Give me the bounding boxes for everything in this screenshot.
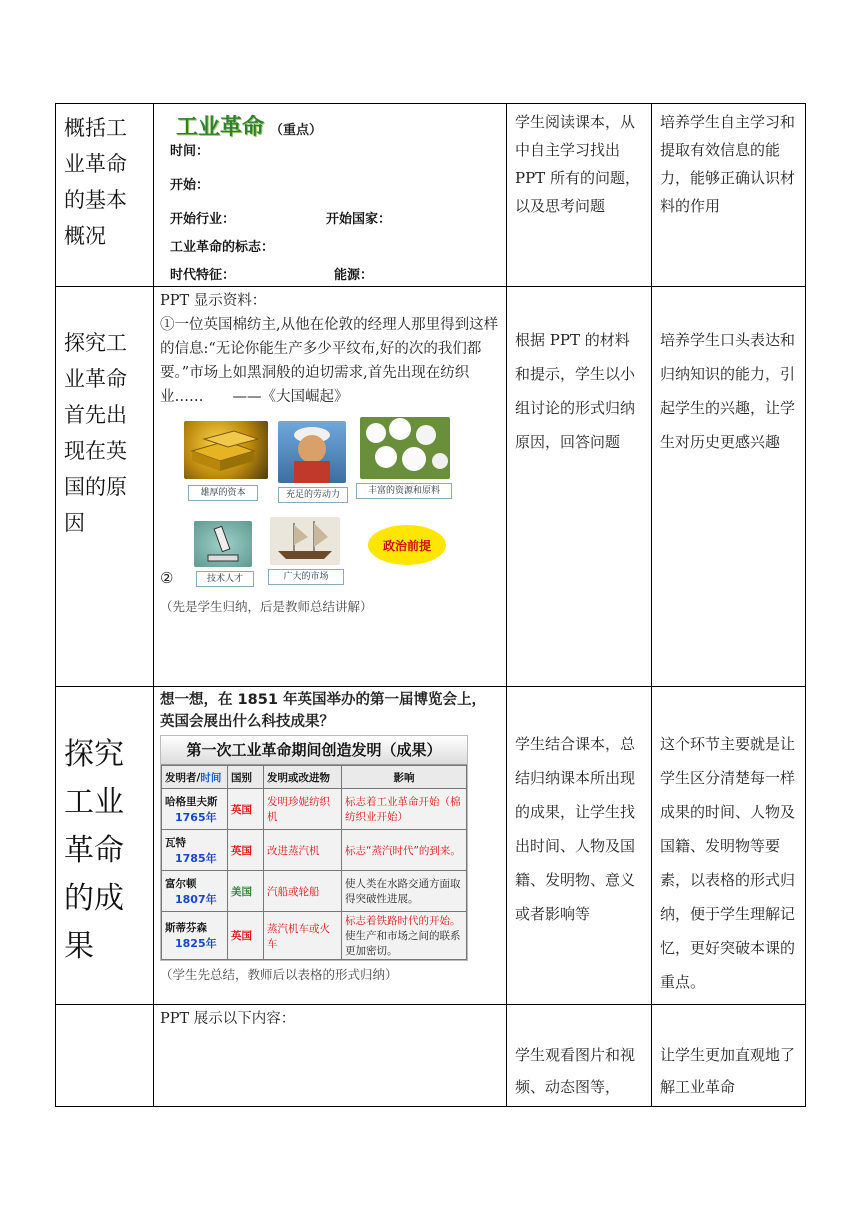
microscope-image	[194, 521, 252, 567]
table-row	[56, 287, 806, 687]
table-row	[56, 104, 806, 287]
slide-label-industry: 开始行业：	[170, 212, 236, 227]
caption-market: 广大的市场	[268, 569, 344, 585]
topic-cell: 探究工业革命的成果	[64, 737, 124, 964]
ppt-lead: PPT 显示资料：	[160, 293, 267, 309]
table-row	[56, 687, 806, 1005]
ppt-lead: PPT 展示以下内容：	[160, 1011, 296, 1027]
caption-talent: 技术人才	[196, 571, 254, 587]
student-activity: 学生观看图片和视频、动态图等，	[515, 1046, 636, 1096]
inventions-table: 发明者/时间 国别 发明或改进物 影响 哈格里夫斯 1765年 英国 发明珍妮纺织机 标志着工业革命开始（棉纺织业开始） 瓦特 1785年 英国 改进蒸汽机 标志“蒸汽时代”的到来。 富尔顿 1807年 美国 汽船或轮船 使人类在水路交通方面取得突破性进展。 斯蒂芬森 1825年 英国 蒸汽机车或火车 标志着铁路时代的开始。使生产和市场之间的联系更加密切。	[161, 765, 467, 960]
slide-label-start: 开始：	[170, 178, 210, 193]
design-intent: 让学生更加直观地了解工业革命	[660, 1046, 796, 1096]
worker-image	[278, 421, 346, 483]
design-intent: 培养学生口头表达和归纳知识的能力，引起学生的兴趣，让学生对历史更感兴趣	[660, 331, 796, 451]
topic-cell: 概括工业革命的基本概况	[64, 116, 127, 248]
student-activity: 根据 PPT 的材料和提示，学生以小组讨论的形式归纳原因，回答问题	[515, 331, 636, 451]
caption-resources: 丰富的资源和原料	[356, 483, 452, 499]
design-intent: 培养学生自主学习和提取有效信息的能力，能够正确认识材料的作用	[660, 113, 796, 215]
table-row: 瓦特 1785年 英国 改进蒸汽机 标志“蒸汽时代”的到来。	[162, 830, 467, 871]
slide-label-sign: 工业革命的标志：	[170, 240, 275, 255]
item-marker: ②	[160, 569, 174, 587]
reasons-image-grid	[154, 417, 506, 597]
lesson-plan-table	[55, 103, 806, 1107]
teaching-note: （先是学生归纳，后是教师总结讲解）	[160, 599, 373, 614]
cotton-image	[360, 417, 450, 479]
table-row: 斯蒂芬森 1825年 英国 蒸汽机车或火车 标志着铁路时代的开始。使生产和市场之间的联系更加密切。	[162, 912, 467, 960]
question-text: 想一想，在 1851 年英国举办的第一届博览会上，英国会展出什么科技成果？	[160, 692, 486, 730]
inventions-slide	[160, 735, 468, 961]
table-row: 富尔顿 1807年 美国 汽船或轮船 使人类在水路交通方面取得突破性进展。	[162, 871, 467, 912]
slide-title: 工业革命 （重点）	[176, 115, 323, 140]
topic-cell: 探究工业革命首先出现在英国的原因	[64, 331, 127, 535]
caption-capital: 雄厚的资本	[188, 485, 258, 501]
inventions-title: 第一次工业革命期间创造发明（成果）	[161, 736, 467, 765]
caption-labor: 充足的劳动力	[278, 487, 348, 503]
slide-image-overview	[154, 104, 506, 283]
sailing-ship-image	[270, 517, 340, 565]
design-intent: 这个环节主要就是让学生区分清楚每一样成果的时间、人物及国籍、发明物等要素，以表格的形式归纳，便于学生理解记忆，更好突破本课的重点。	[660, 735, 796, 991]
quote-text: ①一位英国棉纺主,从他在伦敦的经理人那里得到这样的信息:“无论你能生产多少平纹布,好的次的我们都要。”市场上如黑洞般的迫切需求,首先出现在纺织业…… ——《大国崛起》	[160, 317, 499, 405]
teaching-note: （学生先总结，教师后以表格的形式归纳）	[160, 967, 398, 982]
slide-label-country: 开始国家：	[326, 212, 392, 227]
slide-label-time: 时间：	[170, 144, 210, 159]
slide-label-era: 时代特征：	[170, 268, 236, 283]
table-row: 哈格里夫斯 1765年 英国 发明珍妮纺织机 标志着工业革命开始（棉纺织业开始）	[162, 789, 467, 830]
slide-label-energy: 能源：	[334, 268, 374, 283]
gold-bars-image	[184, 421, 268, 479]
table-row	[56, 1005, 806, 1107]
politics-badge: 政治前提	[368, 525, 446, 565]
student-activity: 学生结合课本，总结归纳课本所出现的成果，让学生找出时间、人物及国籍、发明物、意义或者影响等	[515, 735, 636, 923]
student-activity: 学生阅读课本，从中自主学习找出 PPT 所有的问题，以及思考问题	[515, 113, 640, 215]
